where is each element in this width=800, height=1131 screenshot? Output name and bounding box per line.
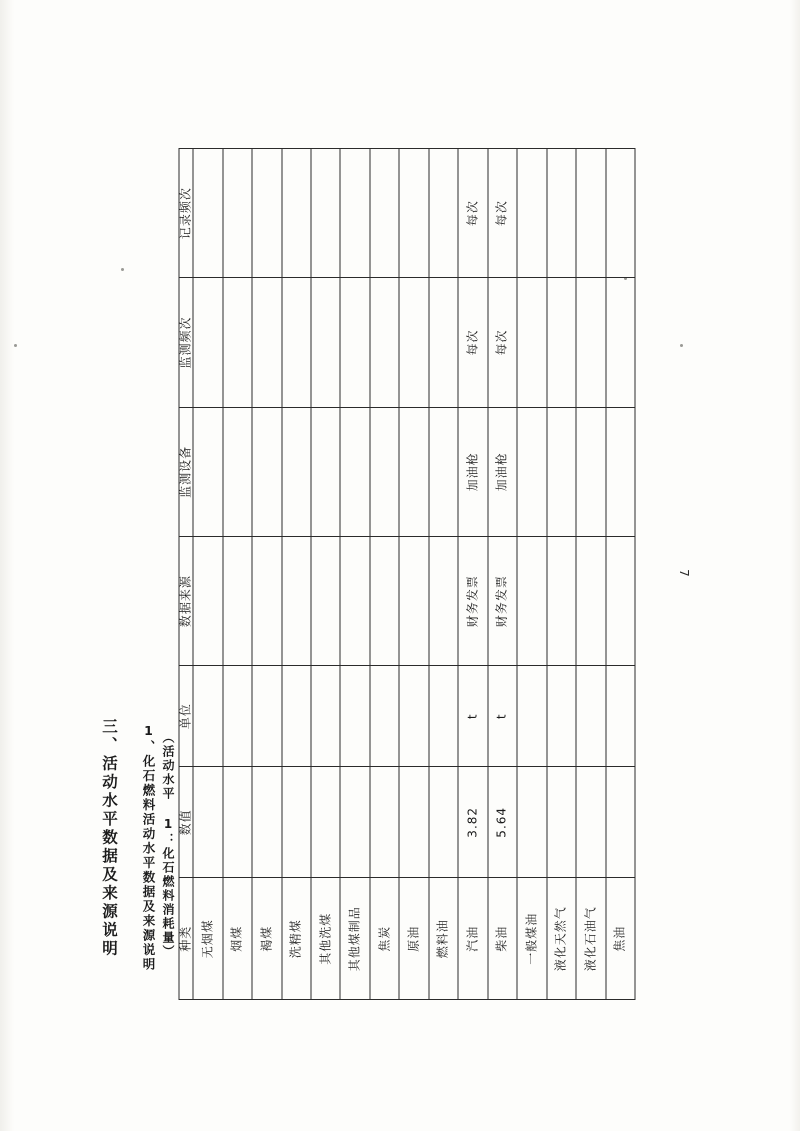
column-header-source: 数据来源 xyxy=(179,537,193,666)
cell-monitor xyxy=(340,278,369,407)
cell-device xyxy=(193,407,222,536)
table-row xyxy=(281,149,310,1000)
table-row xyxy=(487,149,516,1000)
cell-value xyxy=(193,767,222,878)
cell-unit xyxy=(193,666,222,767)
cell-device xyxy=(517,407,546,536)
cell-record xyxy=(281,149,310,278)
cell-value xyxy=(576,767,605,878)
cell-monitor xyxy=(399,278,428,407)
cell-source xyxy=(340,537,369,666)
cell-monitor xyxy=(369,278,398,407)
section-subnote: （活动水平 1：化石燃料消耗量） xyxy=(161,731,175,959)
cell-kind: 原油 xyxy=(399,878,428,1000)
cell-unit xyxy=(252,666,281,767)
cell-kind: 柴油 xyxy=(487,878,516,1000)
cell-monitor xyxy=(193,278,222,407)
cell-unit xyxy=(340,666,369,767)
cell-kind: 汽油 xyxy=(458,878,487,1000)
cell-monitor xyxy=(517,278,546,407)
cell-unit: t xyxy=(458,666,487,767)
page-title: 三、活动水平数据及来源说明 xyxy=(100,718,118,959)
cell-device xyxy=(311,407,340,536)
column-header-monitor: 监测频次 xyxy=(179,278,193,407)
cell-unit xyxy=(576,666,605,767)
cell-monitor: 每次 xyxy=(487,278,516,407)
column-header-record: 记录频次 xyxy=(179,149,193,278)
cell-value xyxy=(222,767,251,878)
cell-record xyxy=(369,149,398,278)
cell-kind: 液化天然气 xyxy=(546,878,575,1000)
cell-unit xyxy=(311,666,340,767)
cell-monitor xyxy=(222,278,251,407)
cell-kind: 一般煤油 xyxy=(517,878,546,1000)
cell-record xyxy=(428,149,457,278)
cell-record xyxy=(605,149,634,278)
table-row xyxy=(340,149,369,1000)
cell-record: 每次 xyxy=(487,149,516,278)
cell-kind: 燃料油 xyxy=(428,878,457,1000)
table-row xyxy=(546,149,575,1000)
cell-source xyxy=(428,537,457,666)
cell-value xyxy=(340,767,369,878)
cell-record xyxy=(193,149,222,278)
cell-kind: 褐煤 xyxy=(252,878,281,1000)
cell-device: 加油枪 xyxy=(487,407,516,536)
cell-value xyxy=(311,767,340,878)
cell-kind: 无烟煤 xyxy=(193,878,222,1000)
cell-value xyxy=(281,767,310,878)
cell-device xyxy=(340,407,369,536)
table-row xyxy=(369,149,398,1000)
cell-value xyxy=(428,767,457,878)
cell-record xyxy=(311,149,340,278)
cell-monitor xyxy=(576,278,605,407)
cell-source xyxy=(517,537,546,666)
fossil-fuel-activity-table xyxy=(178,148,635,1000)
cell-monitor xyxy=(605,278,634,407)
page-number: 7 xyxy=(676,569,691,577)
cell-source xyxy=(311,537,340,666)
cell-kind: 洗精煤 xyxy=(281,878,310,1000)
cell-device xyxy=(281,407,310,536)
cell-record xyxy=(340,149,369,278)
table-row xyxy=(517,149,546,1000)
cell-source xyxy=(546,537,575,666)
cell-monitor xyxy=(311,278,340,407)
cell-source xyxy=(399,537,428,666)
cell-source xyxy=(222,537,251,666)
cell-monitor xyxy=(546,278,575,407)
table-row xyxy=(222,149,251,1000)
cell-source xyxy=(193,537,222,666)
table-header-row xyxy=(179,149,193,1000)
section-heading: 1、化石燃料活动水平数据及来源说明 xyxy=(141,723,156,972)
column-header-unit: 单位 xyxy=(179,666,193,767)
table-row xyxy=(193,149,222,1000)
cell-unit xyxy=(517,666,546,767)
cell-value: 3.82 xyxy=(458,767,487,878)
cell-kind: 其他煤制品 xyxy=(340,878,369,1000)
fossil-fuel-table-container xyxy=(178,148,635,1000)
cell-value xyxy=(546,767,575,878)
table-row xyxy=(252,149,281,1000)
cell-source xyxy=(369,537,398,666)
cell-device xyxy=(369,407,398,536)
table-row xyxy=(428,149,457,1000)
scan-speck xyxy=(121,268,124,271)
table-row xyxy=(605,149,634,1000)
scan-speck xyxy=(680,344,683,347)
cell-device xyxy=(252,407,281,536)
cell-record xyxy=(517,149,546,278)
cell-unit: t xyxy=(487,666,516,767)
column-header-kind: 种类 xyxy=(179,878,193,1000)
cell-unit xyxy=(399,666,428,767)
cell-value xyxy=(517,767,546,878)
cell-source xyxy=(576,537,605,666)
cell-record xyxy=(546,149,575,278)
cell-record: 每次 xyxy=(458,149,487,278)
cell-device xyxy=(428,407,457,536)
cell-device xyxy=(222,407,251,536)
cell-kind: 焦炭 xyxy=(369,878,398,1000)
cell-unit xyxy=(546,666,575,767)
cell-unit xyxy=(369,666,398,767)
cell-unit xyxy=(222,666,251,767)
cell-value: 5.64 xyxy=(487,767,516,878)
cell-source xyxy=(252,537,281,666)
cell-kind: 其他洗煤 xyxy=(311,878,340,1000)
cell-kind: 烟煤 xyxy=(222,878,251,1000)
cell-monitor xyxy=(252,278,281,407)
cell-record xyxy=(222,149,251,278)
cell-monitor xyxy=(428,278,457,407)
cell-record xyxy=(252,149,281,278)
cell-device xyxy=(399,407,428,536)
cell-unit xyxy=(605,666,634,767)
cell-source xyxy=(281,537,310,666)
cell-source: 财务发票 xyxy=(458,537,487,666)
table-row xyxy=(311,149,340,1000)
table-row xyxy=(576,149,605,1000)
cell-device xyxy=(576,407,605,536)
cell-value xyxy=(399,767,428,878)
table-row xyxy=(458,149,487,1000)
cell-device xyxy=(605,407,634,536)
cell-value xyxy=(252,767,281,878)
cell-source: 财务发票 xyxy=(487,537,516,666)
cell-monitor xyxy=(281,278,310,407)
cell-device xyxy=(546,407,575,536)
column-header-device: 监测设备 xyxy=(179,407,193,536)
scan-speck xyxy=(14,344,17,347)
cell-value xyxy=(369,767,398,878)
table-row xyxy=(399,149,428,1000)
cell-unit xyxy=(281,666,310,767)
cell-source xyxy=(605,537,634,666)
cell-device: 加油枪 xyxy=(458,407,487,536)
cell-kind: 焦油 xyxy=(605,878,634,1000)
column-header-value: 数值 xyxy=(179,767,193,878)
cell-monitor: 每次 xyxy=(458,278,487,407)
cell-value xyxy=(605,767,634,878)
cell-record xyxy=(399,149,428,278)
cell-unit xyxy=(428,666,457,767)
table-body xyxy=(193,149,635,1000)
cell-kind: 液化石油气 xyxy=(576,878,605,1000)
cell-record xyxy=(576,149,605,278)
